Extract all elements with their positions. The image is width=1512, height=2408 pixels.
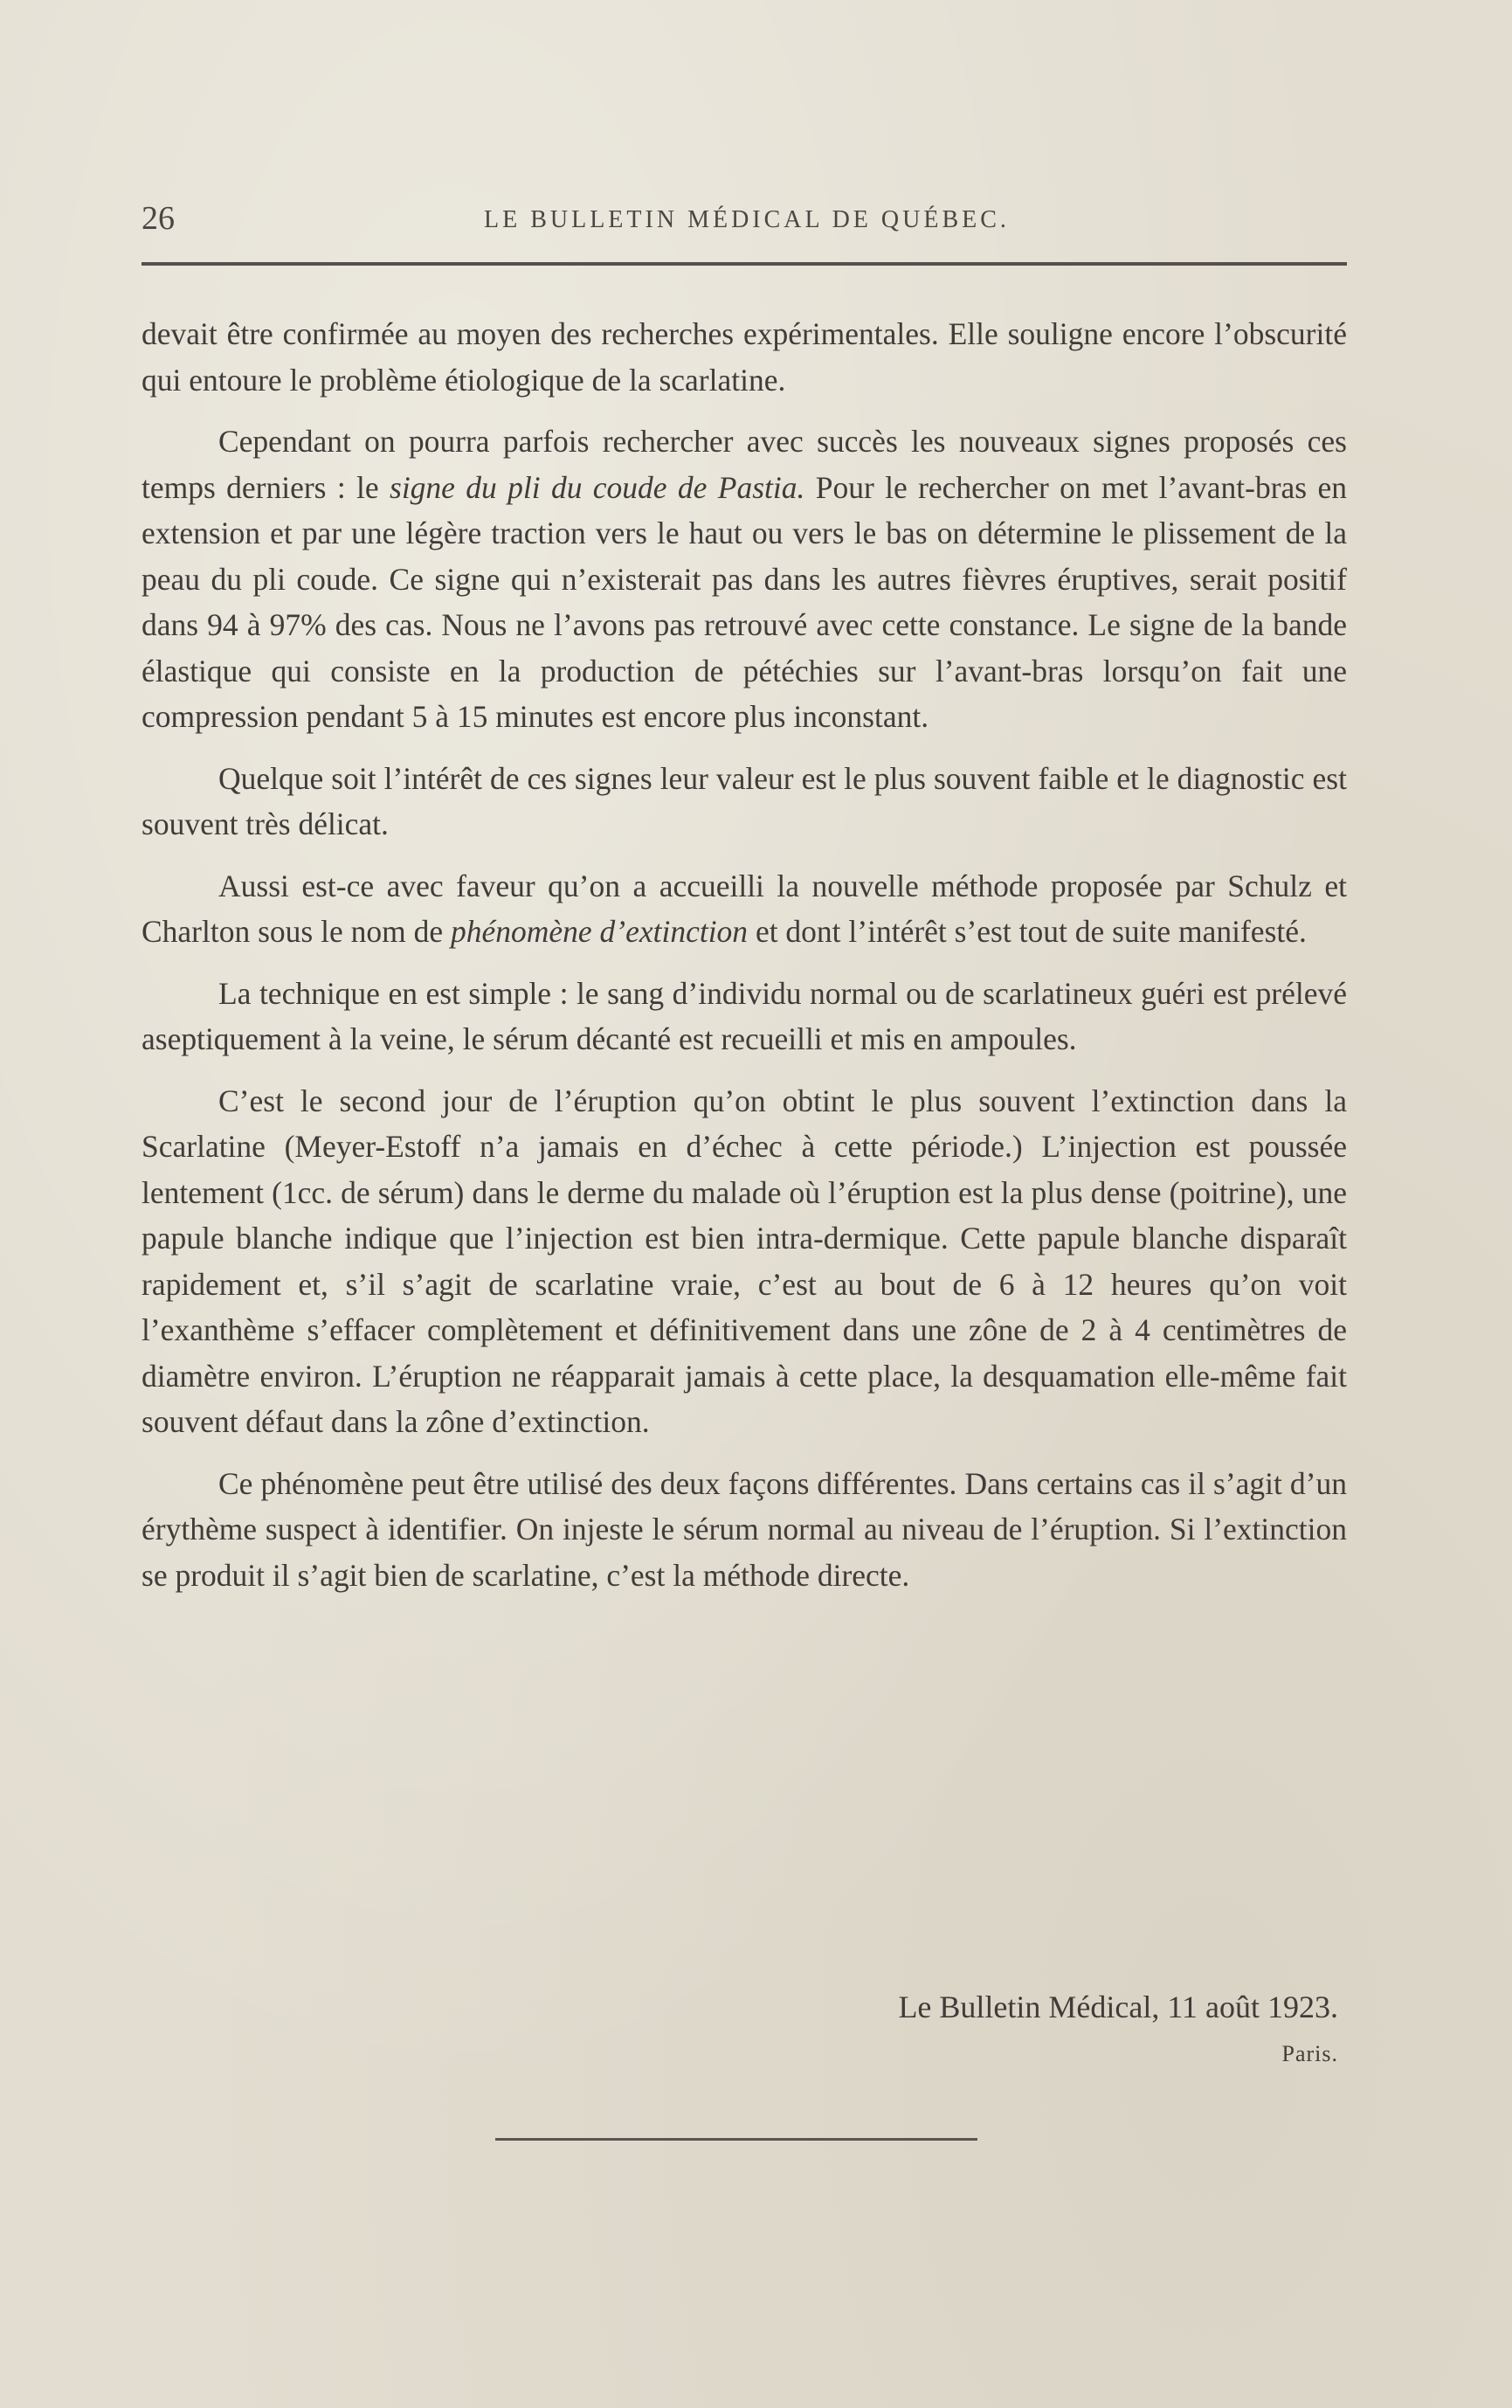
- paragraph-3: Quelque soit l’intérêt de ces signes leur valeur est le plus souvent faible et le diagnostic est souvent très délicat.: [142, 760, 1347, 841]
- paragraph-7: Ce phénomène peut être utilisé des deux façons différentes. Dans certains cas il s’agit d’un érythème suspect à identifier. On injeste le sérum normal au niveau de l’éruption. Si l’extinction se produit il s’agit bien de scarlatine, c’est la méthode directe.: [142, 1465, 1347, 1593]
- article-body: [142, 311, 1347, 1614]
- running-title: LE BULLETIN MÉDICAL DE QUÉBEC.: [484, 206, 1010, 233]
- footer-rule: [495, 2138, 977, 2141]
- paragraph-4-text-start: Aussi est-ce avec faveur qu’on a accueilli la nouvelle méthode proposée par Schulz et Charlton sous le nom de: [142, 868, 1347, 949]
- header-rule: [142, 262, 1347, 266]
- source-citation: Le Bulletin Médical, 11 août 1923.: [898, 1989, 1338, 2024]
- page-header: [142, 199, 1347, 252]
- paragraph-2-text-end: Pour le rechercher on met l’avant-bras en extension et par une légère traction vers le haut ou vers le bas on détermine le plissement de la peau du pli coude. Ce signe qui n’existerait pas dans les autres fièvres éruptives, serait positif dans 94 à 97% des cas. Nous ne l’avons pas retrouvé avec cette constance. Le signe de la bande élastique qui consiste en la production de pétéchies sur l’avant-bras lorsqu’on fait une compression pendant 5 à 15 minutes est encore plus inconstant.: [142, 469, 1347, 734]
- paragraph-1: devait être confirmée au moyen des recherches expérimentales. Elle souligne encore l’obscurité qui entoure le problème étiologique de la scarlatine.: [142, 316, 1347, 398]
- paragraph-2: [142, 419, 1347, 740]
- paragraph-2-text-start: Cependant on pourra parfois rechercher avec succès les nouveaux signes proposés ces temps derniers : le: [142, 424, 1347, 505]
- paragraph-5: La technique en est simple : le sang d’individu normal ou de scarlatineux guéri est prélevé aseptiquement à la veine, le sérum décanté est recueilli et mis en ampoules.: [142, 975, 1347, 1056]
- paragraph-4: [142, 863, 1347, 955]
- paragraph-6: C’est le second jour de l’éruption qu’on obtint le plus souvent l’extinction dans la Scarlatine (Meyer-Estoff n’a jamais en d’échec à cette période.) L’injection est poussée lentement (1cc. de sérum) dans le derme du malade où l’éruption est la plus dense (poitrine), une papule blanche indique que l’injection est bien intra-dermique. Cette papule blanche disparaît rapidement et, s’il s’agit de scarlatine vraie, c’est au bout de 6 à 12 heures qu’on voit l’exanthème s’effacer complètement et définitivement dans une zône de 2 à 4 centimètres de diamètre environ. L’éruption ne réapparait jamais à cette place, la desquamation elle-même fait souvent défaut dans la zône d’extinction.: [142, 1083, 1347, 1439]
- extinction-phenomenon-term: phénomène d’extinction: [450, 914, 749, 949]
- paragraph-4-text-end: et dont l’intérêt s’est tout de suite manifesté.: [748, 914, 1307, 949]
- signature-block: [142, 1989, 1338, 2067]
- source-place: Paris.: [1281, 2041, 1338, 2066]
- pastia-sign-term: signe du pli du coude de Pastia.: [390, 469, 805, 505]
- page-number: 26: [142, 200, 175, 237]
